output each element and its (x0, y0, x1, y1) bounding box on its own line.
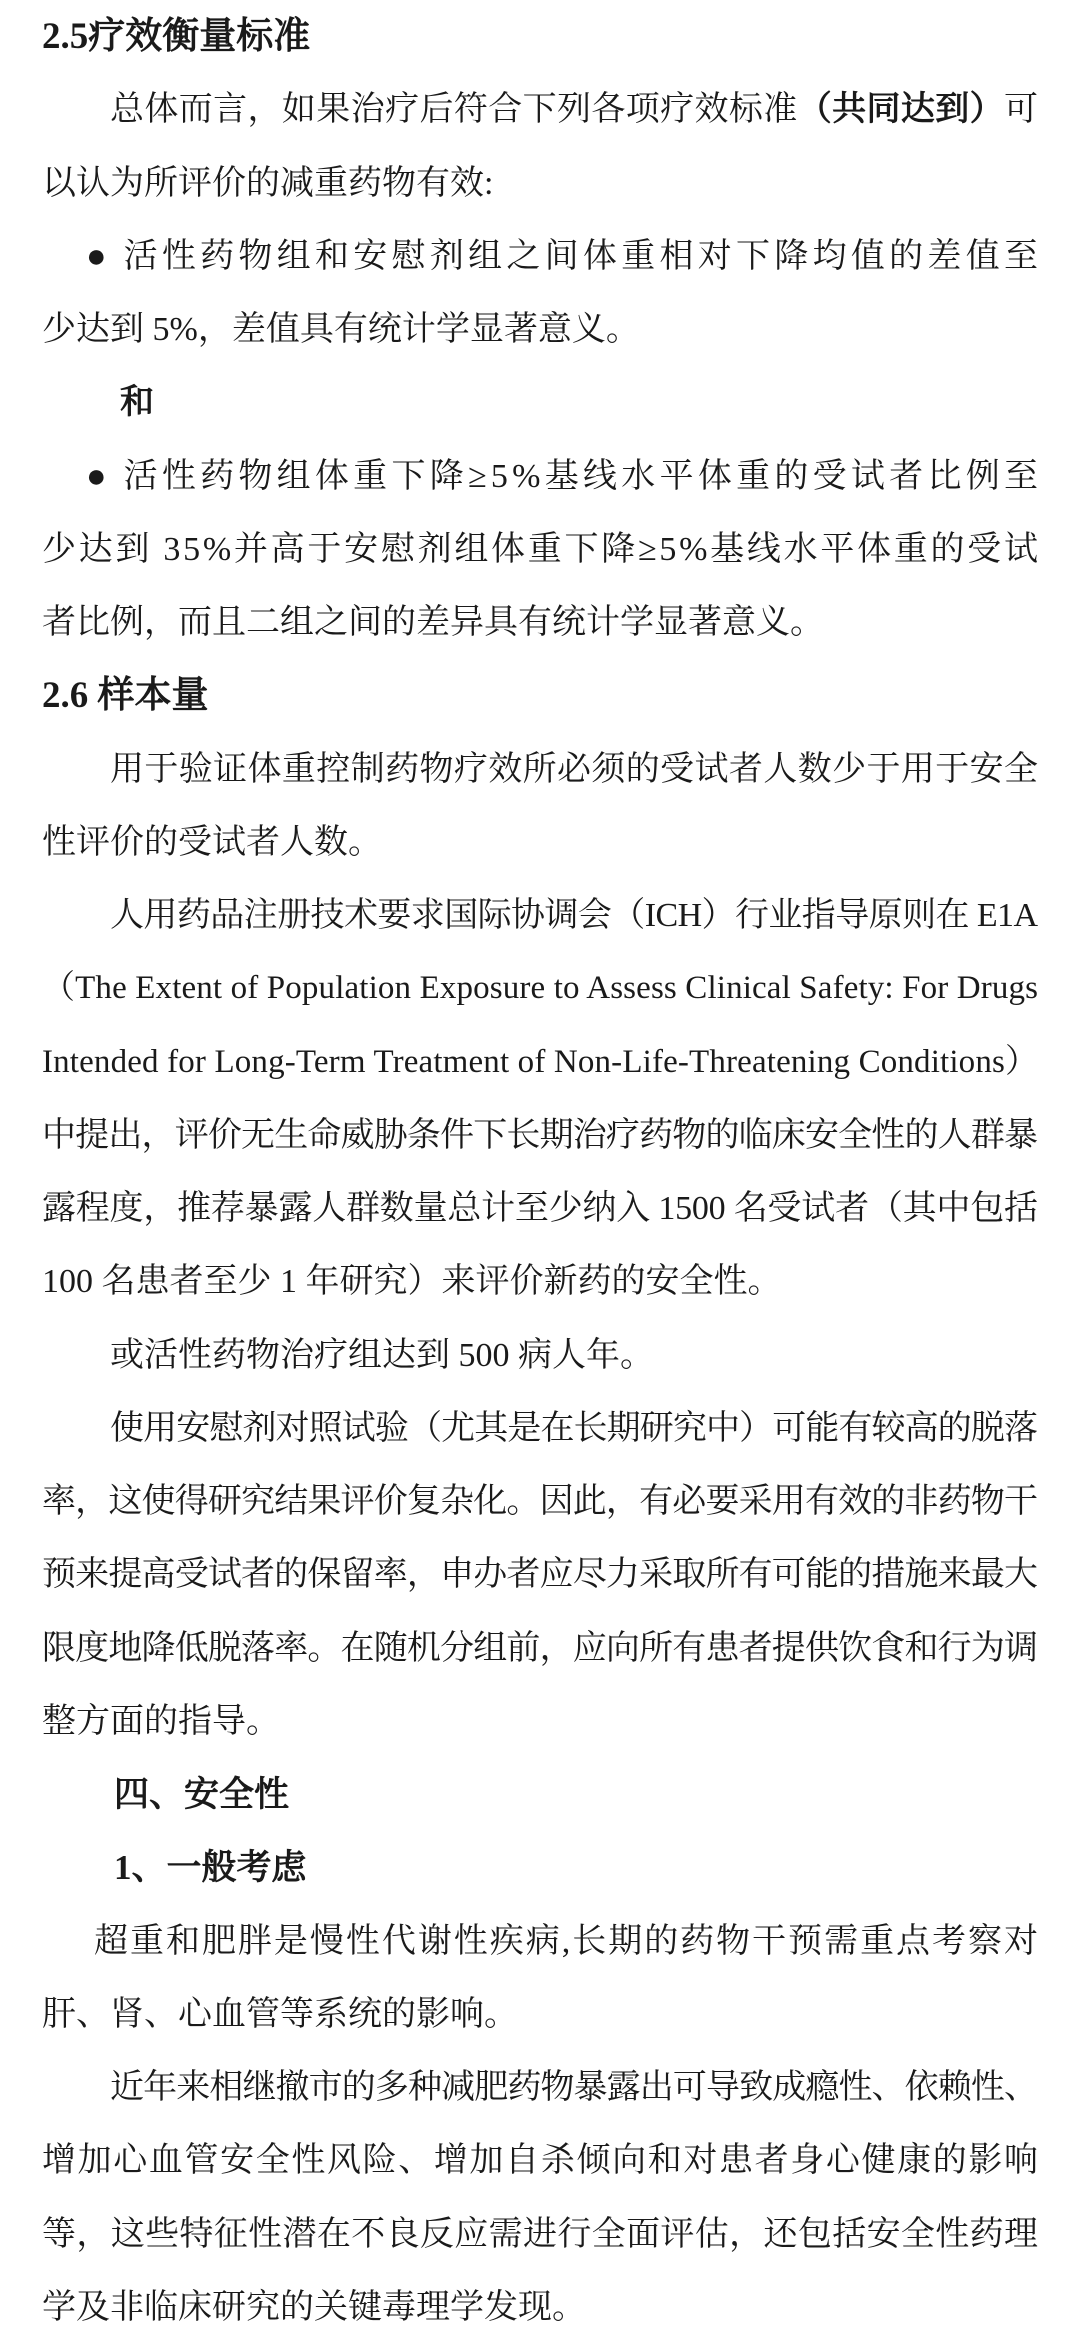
plain-text: 100 名患者至少 1 年研究）来评价新药的安全性。 (42, 1263, 782, 1301)
text-line (42, 366, 1038, 439)
line-text (110, 897, 1037, 934)
text-line (42, 806, 1038, 879)
plain-text: 中提出，评价无生命威胁条件下长期治疗药物的临床安全性的人群暴 (42, 1116, 1038, 1154)
text-line (42, 1026, 1038, 1099)
plain-text: 率，这使得研究结果评价复杂化。因此，有必要采用有效的非药物干 (42, 1483, 1038, 1520)
text-line (42, 2124, 1038, 2197)
line-text (110, 2069, 1037, 2106)
section-heading-4-1 (42, 1831, 1038, 1904)
line-text (110, 91, 1038, 128)
line-text (86, 238, 1042, 275)
line-text (110, 1410, 1037, 1447)
line-text (42, 2142, 1040, 2179)
text-line (42, 1099, 1038, 1172)
line-text (86, 458, 1042, 495)
line-text (42, 531, 1041, 568)
line-text (42, 1556, 1037, 1593)
plain-text: 或活性药物治疗组达到 500 病人年。 (110, 1336, 654, 1374)
line-text (42, 311, 640, 348)
text-line (42, 2271, 1038, 2344)
plain-text: 人用药品注册技术要求国际协调会（ICH）行业指导原则在 E1A (110, 897, 1038, 934)
line-text (42, 1117, 1037, 1154)
text-line (42, 2198, 1038, 2271)
plain-text: 总体而言，如果治疗后符合下列各项疗效标准 (110, 91, 798, 129)
line-text (42, 1190, 1038, 1227)
text-line (42, 1319, 1038, 1392)
plain-text: 肝、肾、心血管等系统的影响。 (42, 1995, 518, 2033)
line-text (42, 604, 824, 641)
line-text (42, 1044, 1038, 1080)
text-line (42, 1905, 1038, 1978)
plain-text: 超重和肥胖是慢性代谢性疾病,长期的药物干预需重点考察对 (94, 1922, 1040, 1960)
plain-text: ● 活性药物组和安慰剂组之间体重相对下降均值的差值至 (86, 237, 1043, 275)
line-text (42, 2289, 586, 2326)
text-line (42, 733, 1038, 806)
line-text (120, 384, 154, 421)
text-line (42, 1538, 1038, 1611)
line-text (42, 675, 209, 716)
section-heading-2-6 (42, 659, 1038, 732)
line-text (42, 16, 310, 57)
text-line (42, 1392, 1038, 1465)
emphasis-text: 和 (120, 384, 154, 422)
text-line (42, 1172, 1038, 1245)
text-line (42, 586, 1038, 659)
emphasis-text: 2.5疗效衡量标准 (42, 16, 311, 57)
plain-text: 预来提高受试者的保留率，申办者应尽力采取所有可能的措施来最大 (42, 1556, 1038, 1594)
emphasis-text: 四、安全性 (114, 1775, 290, 1814)
plain-text: Intended for Long-Term Treatment of Non-Life-Threatening Conditions） (42, 1043, 1039, 1080)
text-line (42, 1465, 1038, 1538)
plain-text: 限度地降低脱落率。在随机分组前，应向所有患者提供饮食和行为调 (42, 1629, 1038, 1667)
plain-text: 整方面的指导。 (42, 1702, 280, 1740)
text-line (42, 952, 1038, 1025)
text-line (42, 1978, 1038, 2051)
line-text (42, 1630, 1037, 1667)
text-line (42, 147, 1038, 220)
plain-text: 性评价的受试者人数。 (42, 823, 382, 861)
plain-text: 露程度，推荐暴露人群数量总计至少纳入 1500 名受试者（其中包括 (42, 1190, 1038, 1227)
text-line (42, 2051, 1038, 2124)
plain-text: 可 (1004, 91, 1039, 129)
line-text (42, 970, 1038, 1006)
section-heading-2-5 (42, 0, 1038, 73)
line-text (42, 165, 493, 202)
text-line (42, 73, 1038, 146)
line-text (42, 2216, 1038, 2253)
plain-text: 使用安慰剂对照试验（尤其是在长期研究中）可能有较高的脱落 (110, 1409, 1038, 1447)
emphasis-text: 2.6 样本量 (42, 675, 209, 717)
section-heading-4 (42, 1758, 1038, 1831)
line-text (110, 751, 1038, 788)
plain-text: 等，这些特征性潜在不良反应需进行全面评估，还包括安全性药理 (42, 2215, 1039, 2253)
plain-text: 增加心血管安全性风险、增加自杀倾向和对患者身心健康的影响 (42, 2142, 1040, 2180)
emphasis-text: 1、一般考虑 (114, 1848, 307, 1888)
text-line (42, 513, 1041, 586)
line-text (42, 1703, 280, 1740)
plain-text: ● 活性药物组体重下降≥5%基线水平体重的受试者比例至 (86, 457, 1043, 495)
text-line (42, 879, 1038, 952)
plain-text: 少达到 5%，差值具有统计学显著意义。 (42, 311, 640, 348)
plain-text: 少达到 35%并高于安慰剂组体重下降≥5%基线水平体重的受试 (42, 530, 1041, 568)
line-text (114, 1848, 307, 1887)
bullet-line (42, 440, 1043, 513)
plain-text: （The Extent of Population Exposure to Assess Clinical Safety: For Drugs (42, 970, 1039, 1007)
text-line (42, 1245, 1038, 1318)
line-text (42, 1483, 1037, 1520)
line-text (110, 1337, 654, 1374)
plain-text: 以认为所评价的减重药物有效: (42, 164, 494, 202)
line-text (42, 1996, 518, 2033)
line-text (94, 1923, 1040, 1960)
text-line (42, 1612, 1038, 1685)
bullet-line (42, 220, 1043, 293)
line-text (42, 824, 382, 861)
line-text (42, 1263, 782, 1300)
plain-text: 近年来相继撤市的多种减肥药物暴露出可导致成瘾性、依赖性、 (110, 2069, 1038, 2106)
emphasis-text: （共同达到） (797, 91, 1005, 129)
text-line (42, 293, 1038, 366)
line-text (114, 1775, 289, 1814)
plain-text: 者比例，而且二组之间的差异具有统计学显著意义。 (42, 604, 824, 641)
plain-text: 用于验证体重控制药物疗效所必须的受试者人数少于用于安全 (110, 750, 1039, 788)
plain-text: 学及非临床研究的关键毒理学发现。 (42, 2288, 586, 2326)
text-line (42, 1685, 1038, 1758)
